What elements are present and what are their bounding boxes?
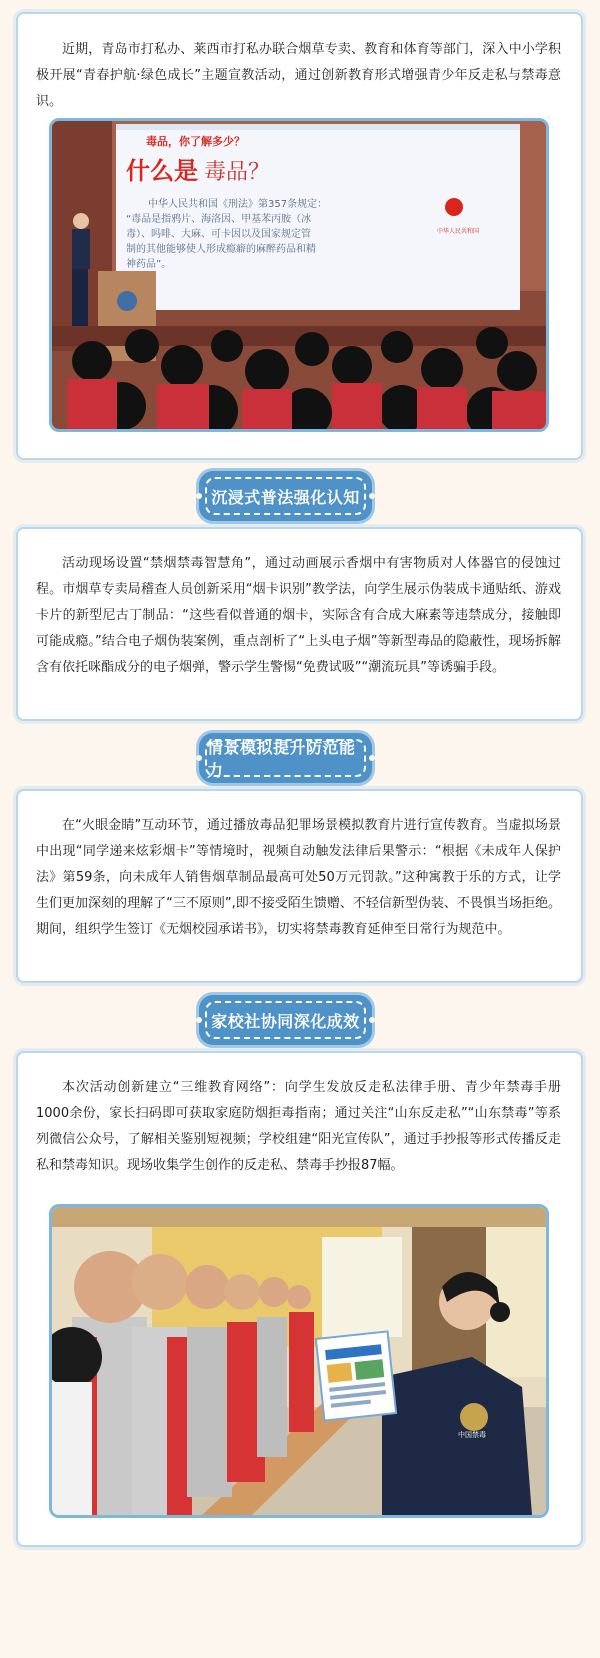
officer-patch-text: 中国禁毒 [458, 1431, 486, 1439]
slide-title-red: 什么是 [126, 157, 198, 185]
section-heading-simulation-label: 情景模拟提升防范能力 [205, 739, 366, 777]
section-heading-immersive-label: 沉浸式普法强化认知 [205, 477, 366, 515]
lecture-photo-illustration [52, 121, 546, 429]
slide-line-2: “毒品是指鸦片、海洛因、甲基苯丙胺（冰 [126, 214, 312, 225]
handbook-photo-illustration [52, 1207, 546, 1515]
section-heading-immersive [199, 471, 372, 521]
slide-header: 毒品，你了解多少？ [146, 135, 245, 148]
section-heading-collaboration-label: 家校社协同深化成效 [205, 1001, 366, 1039]
emblem-icon [445, 198, 463, 216]
handbook [316, 1331, 396, 1420]
immersive-paragraph: 活动现场设置“禁烟禁毒智慧角”，通过动画展示香烟中有害物质对人体器官的侵蚀过程。市烟草专卖局稽查人员创新采用“烟卡识别”教学法，向学生展示伪装成卡通贴纸、游戏卡片的新型尼古丁制品：“这些看似普通的烟卡，实际含有合成大麻素等违禁成分，接触即可能成瘾。”结合电子烟伪装案例，重点剖析了“上头电子烟”等新型毒品的隐蔽性，现场拆解含有依托咪酯成分的电子烟弹，警示学生警惕“免费试吸”“潮流玩具”等诱骗手段。 [36, 556, 561, 675]
slide-line-5: 神药品”。 [126, 259, 172, 270]
slide-title-rest: 毒品？ [204, 160, 271, 185]
collaboration-paragraph: 本次活动创新建立“三维教育网络”：向学生发放反走私法律手册、青少年禁毒手册1000余份，家长扫码即可获取家庭防烟拒毒指南；通过关注“山东反走私”“山东禁毒”等系列微信公众号，了解相关鉴别短视频；学校组建“阳光宣传队”，通过手抄报等形式传播反走私和禁毒知识。现场收集学生创作的反走私、禁毒手抄报87幅。 [36, 1080, 561, 1173]
section-heading-simulation [199, 733, 372, 783]
intro-paragraph: 近期，青岛市打私办、莱西市打私办联合烟草专卖、教育和体育等部门，深入中小学积极开展“青春护航·绿色成长”主题宣教活动，通过创新教育形式增强青少年反走私与禁毒意识。 [36, 42, 561, 109]
emblem-caption: 中华人民共和国 [437, 228, 480, 235]
handbook-photo [49, 1204, 549, 1518]
slide-line-4: 制的其他能够使人形成瘾癖的麻醉药品和精 [126, 244, 316, 255]
section-heading-collaboration [199, 995, 372, 1045]
slide-line-3: 毒）、吗啡、大麻、可卡因以及国家规定管 [126, 229, 311, 240]
simulation-paragraph: 在“火眼金睛”互动环节，通过播放毒品犯罪场景模拟教育片进行宣传教育。当虚拟场景中出现“同学递来炫彩烟卡”等情境时，视频自动触发法律后果警示：“根据《未成年人保护法》第59条，向未成年人销售烟草制品最高可处50万元罚款。”这种寓教于乐的方式，让学生们更加深刻的理解了“三不原则”,即不接受陌生馈赠、不轻信新型伪装、不畏惧当场拒绝。期间，组织学生签订《无烟校园承诺书》，切实将禁毒教育延伸至日常行为规范中。 [36, 818, 561, 937]
lecture-photo [49, 118, 549, 432]
slide-line-1: 中华人民共和国《刑法》第357条规定： [148, 199, 328, 210]
